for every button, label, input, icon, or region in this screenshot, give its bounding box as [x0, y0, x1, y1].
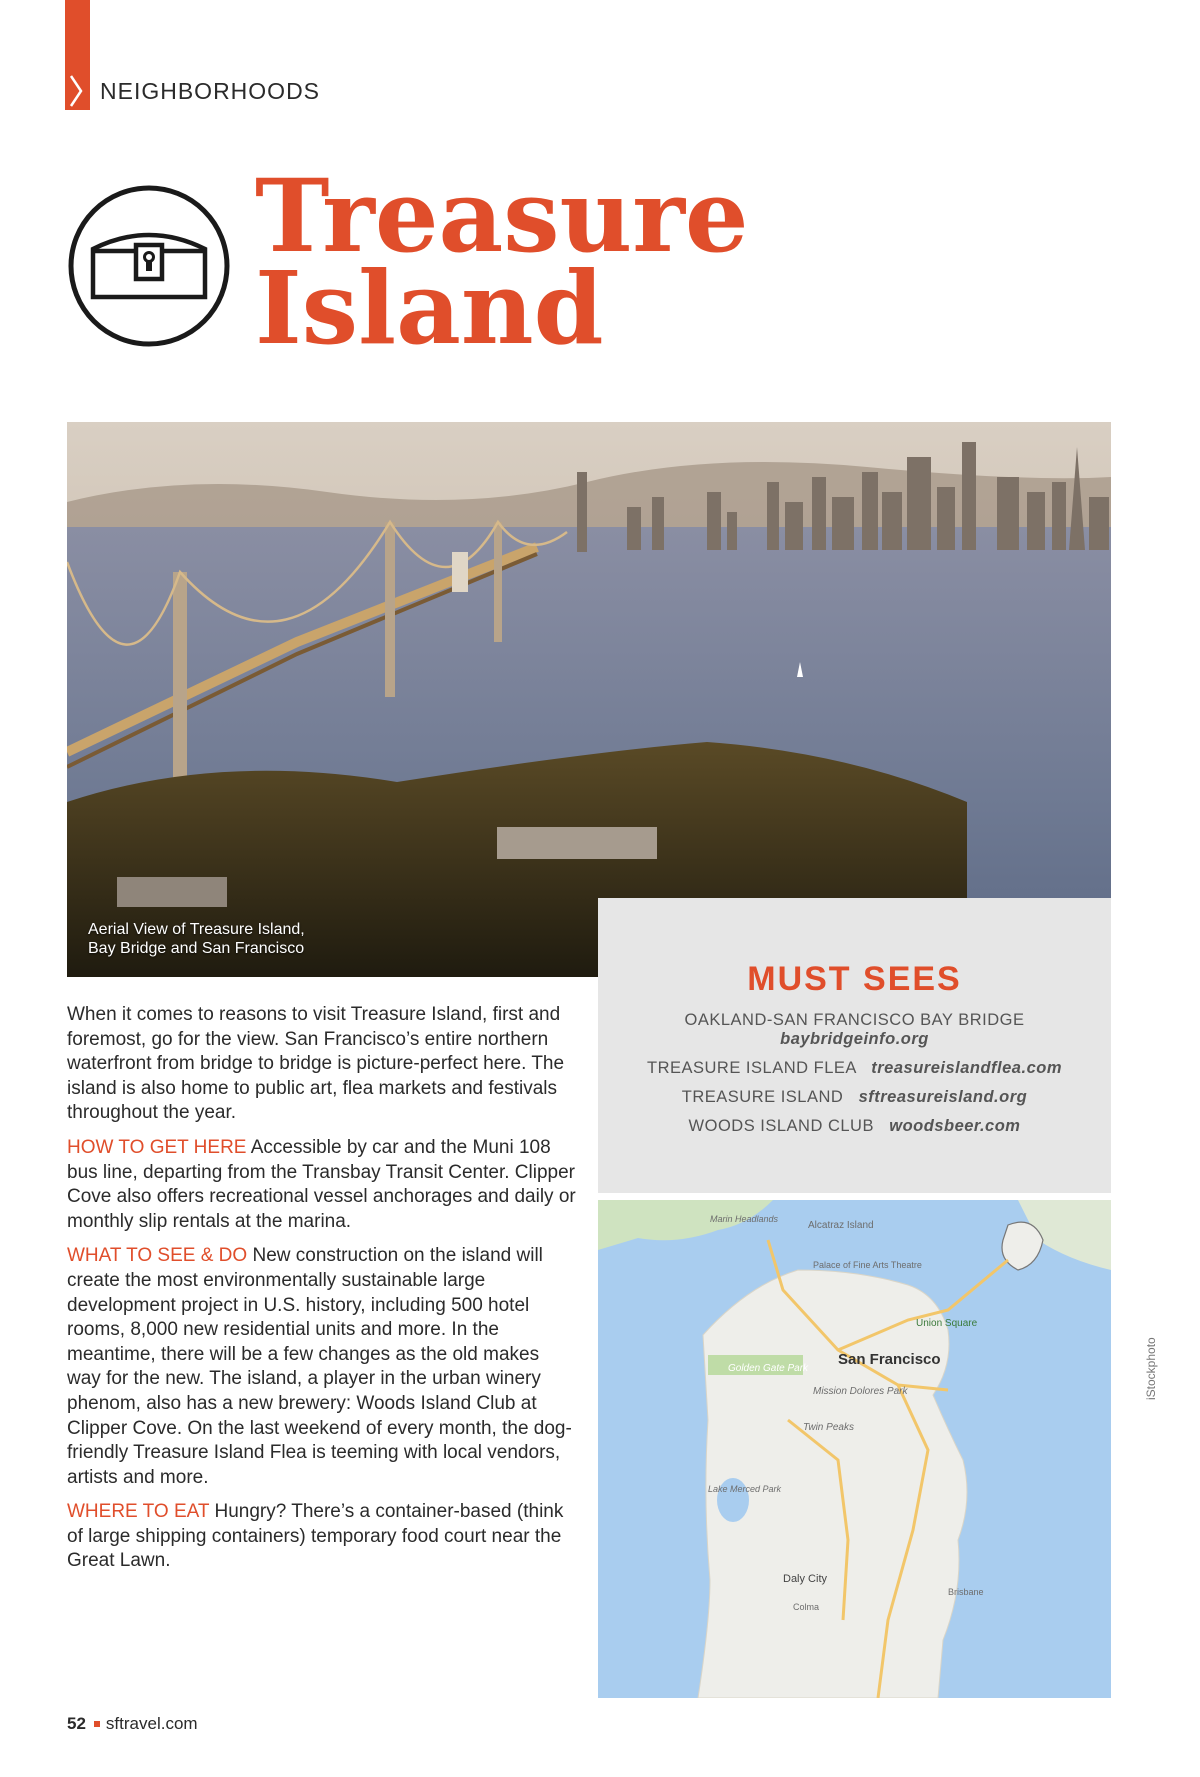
must-sees-box — [598, 898, 1111, 1193]
must-see-url: woodsbeer.com — [889, 1117, 1021, 1135]
article-section — [67, 1136, 577, 1234]
section-text: Accessible by car and the Muni 108 bus line, departing from the Transbay Transit Center. Clipper Cove also offers recreational vessel anchorages and daily or monthly slip rentals at the marina. — [67, 1136, 576, 1232]
must-see-name: TREASURE ISLAND FLEA — [647, 1059, 856, 1077]
section-heading: WHERE TO EAT — [67, 1501, 210, 1523]
title-line-2: Island — [255, 249, 604, 367]
bay-bridge-photo — [67, 422, 1111, 977]
map-label-golden-gate-park: Golden Gate Park — [728, 1363, 809, 1374]
map-label-brisbane: Brisbane — [948, 1587, 984, 1597]
caption-line-2: Bay Bridge and San Francisco — [88, 940, 305, 957]
must-see-item — [598, 1059, 1111, 1078]
title-line-1: Treasure — [255, 157, 749, 275]
map-label-palace: Palace of Fine Arts Theatre — [813, 1260, 922, 1270]
map-label-mission-dolores: Mission Dolores Park — [813, 1386, 908, 1397]
photo-credit: iStockphoto — [1144, 1337, 1158, 1400]
must-sees-heading: MUST SEES — [747, 960, 962, 998]
must-see-name: TREASURE ISLAND — [681, 1088, 844, 1106]
map-label-san-francisco: San Francisco — [838, 1351, 941, 1368]
article-section — [67, 1500, 577, 1574]
chevron-right-icon — [65, 0, 90, 110]
section-heading: WHAT TO SEE & DO — [67, 1245, 248, 1267]
page-title — [255, 157, 749, 367]
section-heading: HOW TO GET HERE — [67, 1136, 247, 1158]
footer-site: sftravel.com — [105, 1714, 198, 1733]
must-see-url: sftreasureisland.org — [858, 1088, 1028, 1106]
map-label-colma: Colma — [793, 1602, 820, 1612]
must-see-url: treasureislandflea.com — [871, 1059, 1062, 1077]
map-label-alcatraz: Alcatraz Island — [808, 1220, 874, 1231]
map-label-twin-peaks: Twin Peaks — [803, 1422, 854, 1433]
san-francisco-map — [598, 1200, 1111, 1698]
must-see-item — [598, 1117, 1111, 1136]
section-color-bar — [65, 0, 90, 110]
caption-line-1: Aerial View of Treasure Island, — [88, 921, 305, 938]
section-text: Hungry? There’s a container-based (think of large shipping containers) temporary food court near the Great Lawn. — [67, 1501, 564, 1572]
must-see-item — [598, 1011, 1111, 1049]
article-body — [67, 1003, 577, 1584]
article-intro: When it comes to reasons to visit Treasure Island, first and foremost, go for the view. San Francisco’s entire northern waterfront from bridge to bridge is picture-perfect here. The island is also home to public art, flea markets and festivals throughout the year. — [67, 1004, 565, 1124]
map-label-daly-city: Daly City — [783, 1573, 828, 1585]
must-see-name: WOODS ISLAND CLUB — [688, 1117, 874, 1135]
photo-caption — [88, 920, 305, 958]
page-footer — [67, 1714, 198, 1734]
treasure-chest-icon — [66, 183, 232, 349]
hero-photo — [67, 422, 1111, 977]
map — [598, 1200, 1111, 1698]
must-see-item — [598, 1088, 1111, 1107]
article-section — [67, 1244, 577, 1490]
separator-dot — [94, 1721, 100, 1727]
must-see-name: OAKLAND-SAN FRANCISCO BAY BRIDGE — [684, 1011, 1025, 1029]
map-label-union-square: Union Square — [916, 1318, 978, 1329]
must-see-url: baybridgeinfo.org — [780, 1030, 929, 1048]
page-number: 52 — [67, 1714, 86, 1733]
section-text: New construction on the island will create the most environmentally sustainable large development project in U.S. history, including 500 hotel rooms, 8,000 new residential units and more. In the meantime, there will be a few changes as the old makes way for the new. The island, a player in the urban winery phenom, also has a new brewery: Woods Island Club at Clipper Cove. On the last weekend of every month, the dog-friendly Treasure Island Flea is teeming with local vendors, artists and more. — [67, 1245, 572, 1488]
section-label: NEIGHBORHOODS — [100, 78, 321, 104]
map-label-marin: Marin Headlands — [710, 1214, 779, 1224]
map-label-lake-merced: Lake Merced Park — [708, 1484, 782, 1494]
